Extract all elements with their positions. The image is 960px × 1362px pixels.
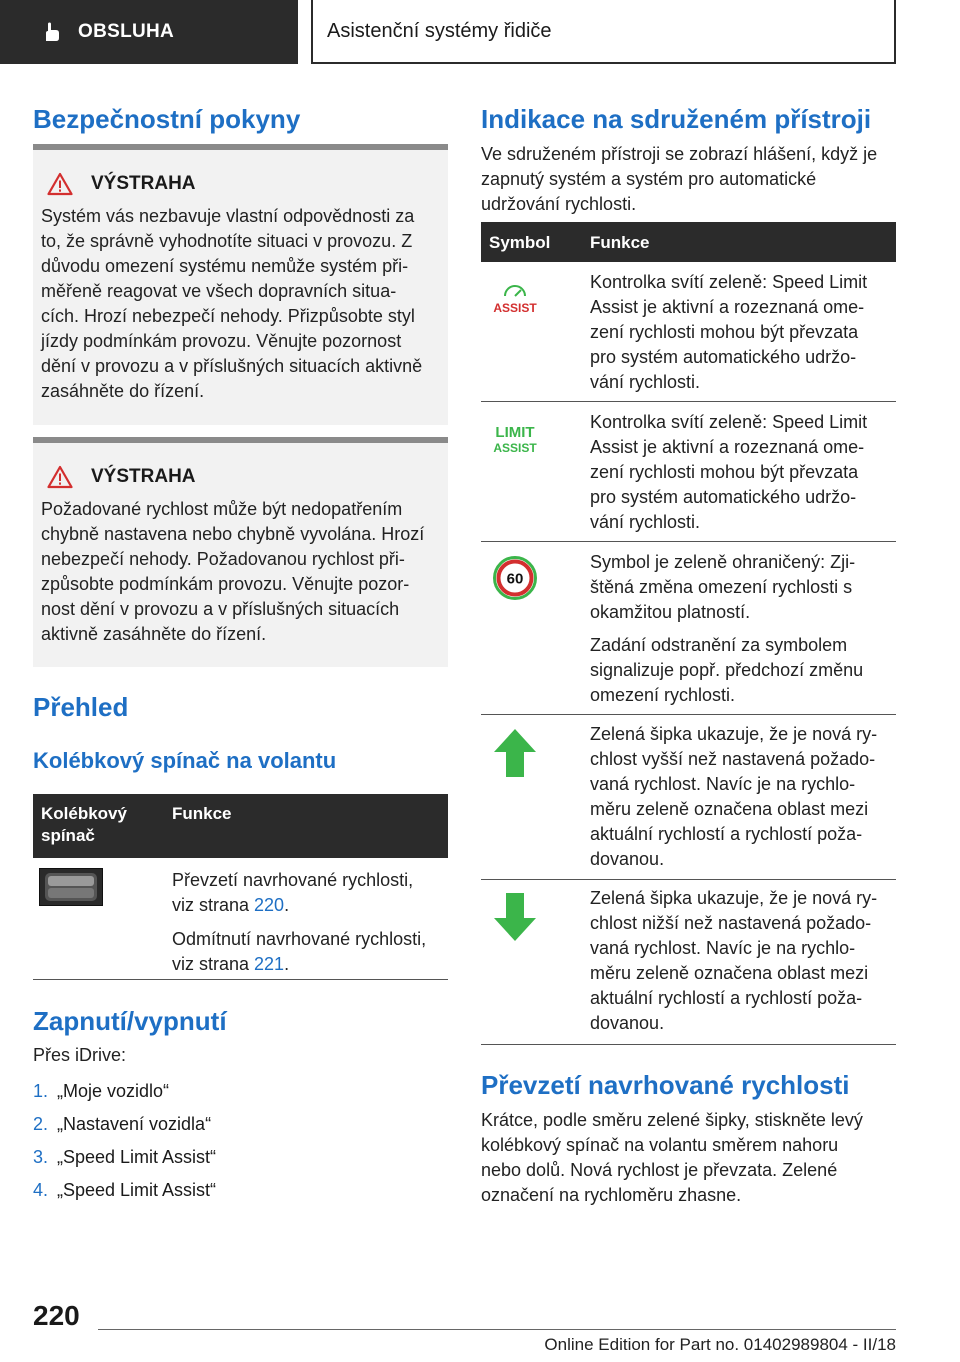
svg-text:ASSIST: ASSIST <box>493 301 537 315</box>
table-row: Zelená šipka ukazuje, že je nová ry- chlost vyšší než nastavená požado- vaná rychlost. Navíc je na rychlo- měru zeleně označena oblast mezi aktuální rychlostí a rychlostí poža- dovanou. <box>590 724 878 869</box>
table-divider <box>481 714 896 715</box>
svg-text:LIMIT: LIMIT <box>495 424 535 441</box>
takeover-heading: Převzetí navrhované rychlosti <box>481 1070 850 1100</box>
table-row: Kontrolka svítí zeleně: Speed Limit Assist je aktivní a rozeznaná ome- zení rychlosti mohou být převzata pro systém automatického udržo- vání rychlosti. <box>590 272 868 392</box>
table-row: Symbol je zeleně ohraničený: Zji- štěná změna omezení rychlosti s okamžitou platností. Zadání odstranění za symbolem signalizuje popř. předchozí změnu omezení rychlosti. <box>590 552 864 705</box>
takeover-text: Krátce, podle směru zelené šipky, stiskněte levý kolébkový spínač na volantu směrem nahoru nebo dolů. Nová rychlost je převzata. Zelené označení na rychloměru zhasne. <box>481 1110 863 1205</box>
warning-text: Systém vás nezbavuje vlastní odpovědnosti za to, že správně vyhodnotíte situaci v provozu. Z důvodu omezení systému nemůže systém při- měřeně reagovat ve všech dopravních situa- cích. Hrozí nebezpečí nehody. Přizpůsobte styl jízdy podmínkám provozu. Věnujte pozornost dění v provozu a v příslušných situacích aktivně zasáhněte do řízení. <box>41 206 423 401</box>
page-link-220[interactable]: 220 <box>254 895 285 915</box>
steps-list <box>33 1081 216 1213</box>
list-item: 1. „Moje vozidlo“ <box>33 1081 170 1101</box>
page-link-221[interactable]: 221 <box>254 954 285 974</box>
table-row: Kontrolka svítí zeleně: Speed Limit Assist je aktivní a rozeznaná ome- zení rychlosti mohou být převzata pro systém automatického udržo- vání rychlosti. <box>590 412 868 532</box>
page-number: 220 <box>33 1300 80 1331</box>
green-arrow-down-icon <box>493 892 537 942</box>
list-item: 2. „Nastavení vozidla“ <box>33 1114 212 1134</box>
green-arrow-up-icon <box>493 728 537 778</box>
table-divider <box>481 401 896 402</box>
footer-divider <box>98 1329 896 1330</box>
edition-text: Online Edition for Part no. 01402989804 - II/18 <box>544 1335 896 1354</box>
svg-text:60: 60 <box>506 570 524 588</box>
table-divider <box>481 541 896 542</box>
chapter-header <box>311 0 896 64</box>
svg-text:ASSIST: ASSIST <box>493 441 537 455</box>
limit-assist-indicator-icon <box>491 422 539 456</box>
section-label: OBSLUHA <box>78 21 175 42</box>
list-item: 4. „Speed Limit Assist“ <box>33 1180 217 1200</box>
warning-box-2 <box>33 437 448 667</box>
onoff-intro: Přes iDrive: <box>33 1045 127 1065</box>
indication-intro: Ve sdruženém přístroji se zobrazí hlášení, když je zapnutý systém a systém pro automatické udržování rychlosti. <box>481 144 878 214</box>
onoff-heading: Zapnutí/vypnutí <box>33 1006 227 1036</box>
list-item: 3. „Speed Limit Assist“ <box>33 1147 217 1167</box>
warning-title: VÝSTRAHA <box>91 466 196 487</box>
chapter-title: Asistenční systémy řidiče <box>327 19 552 42</box>
table-divider <box>33 979 448 980</box>
safety-heading: Bezpečnostní pokyny <box>33 104 301 134</box>
symbol-table-header: Symbol Funkce <box>481 222 896 262</box>
rocker-heading: Kolébkový spínač na volantu <box>33 748 337 773</box>
speed-limit-60-icon <box>493 556 537 600</box>
table-row: Zelená šipka ukazuje, že je nová ry- chlost nižší než nastavená požado- vaná rychlost. Navíc je na rychlo- měru zeleně označena oblast mezi aktuální rychlostí a rychlostí poža- dovanou. <box>590 888 878 1033</box>
warning-text: Požadované rychlost může být nedopatřením chybně nastavena nebo chybně vyvolána. Hrozí nebezpečí nehody. Požadovanou rychlost při- způsobte podmínkám provozu. Věnujte pozor- nost dění v provozu a v příslušných situacích aktivně zasáhněte do řízení. <box>41 499 425 644</box>
warning-triangle-icon <box>47 172 73 196</box>
table-divider <box>481 1044 896 1045</box>
hand-icon <box>40 20 64 44</box>
warning-triangle-icon <box>47 465 73 489</box>
rocker-table-header: Kolébkový spínač Funkce <box>33 794 448 858</box>
table-divider <box>481 879 896 880</box>
warning-box-1 <box>33 144 448 425</box>
rocker-row-text: Převzetí navrhované rychlosti, viz strana 220. Odmítnutí navrhované rychlosti, viz strana 221. <box>172 870 427 974</box>
assist-indicator-icon <box>491 282 539 316</box>
warning-title: VÝSTRAHA <box>91 173 196 194</box>
overview-heading: Přehled <box>33 692 129 722</box>
rocker-switch-icon <box>39 868 103 906</box>
indication-heading: Indikace na sdruženém přístroji <box>481 104 872 134</box>
section-tab <box>0 0 298 64</box>
